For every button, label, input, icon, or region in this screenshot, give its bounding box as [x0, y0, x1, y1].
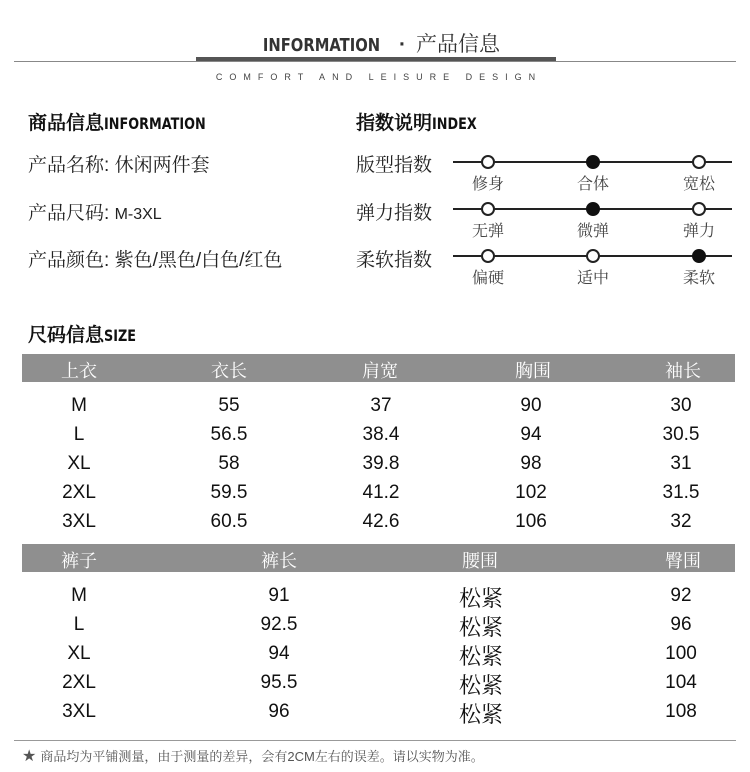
- pants-table-header-0: 裤子: [61, 551, 97, 571]
- top-table-header-4: 袖长: [665, 361, 701, 381]
- pants-table-cell-r1-c3: 96: [670, 614, 692, 635]
- pants-table-cell-r0-c1: 91: [268, 585, 290, 606]
- index-option-fit-0: 修身: [471, 176, 504, 193]
- index-dot-softness-2: [692, 249, 706, 263]
- product-info-heading-en: INFORMATION: [104, 114, 206, 133]
- product-name-value: 休闲两件套: [114, 155, 210, 176]
- product-size-value: M-3XL: [114, 206, 162, 223]
- pants-table-cell-r3-c2: 松紧: [458, 673, 503, 698]
- index-heading-en: INDEX: [432, 114, 477, 133]
- top-table-cell-r0-c2: 37: [370, 395, 392, 416]
- top-table-cell-r0-c3: 90: [520, 395, 542, 416]
- top-table-cell-r4-c2: 42.6: [362, 511, 400, 532]
- top-table-cell-r3-c3: 102: [515, 482, 547, 503]
- top-table-cell-r1-c2: 38.4: [362, 424, 400, 445]
- pants-table-cell-r2-c3: 100: [665, 643, 697, 664]
- product-info-heading: [28, 108, 231, 135]
- index-dot-fit-2: [692, 155, 706, 169]
- top-table-cell-r2-c2: 39.8: [362, 453, 400, 474]
- product-size-label: 产品尺码:: [28, 203, 110, 224]
- pants-table-cell-r0-c2: 松紧: [458, 586, 503, 611]
- pants-table-cell-r1-c0: L: [73, 614, 85, 635]
- index-option-softness-1: 适中: [576, 270, 609, 287]
- top-table-cell-r2-c0: XL: [67, 453, 91, 474]
- top-table-cell-r0-c0: M: [71, 395, 87, 416]
- star-icon: ★: [22, 748, 37, 765]
- top-table-cell-r4-c0: 3XL: [62, 511, 96, 532]
- index-option-softness-2: 柔软: [682, 270, 715, 287]
- pants-table-cell-r3-c1: 95.5: [260, 672, 298, 693]
- footer-note-text: 商品均为平铺测量，由于测量的差异，会有2CM左右的误差。请以实物为准。: [40, 749, 484, 764]
- index-option-elasticity-2: 弹力: [682, 223, 715, 240]
- pants-table-cell-r4-c3: 108: [665, 701, 697, 722]
- pants-table-cell-r4-c1: 96: [268, 701, 290, 722]
- product-name-row: [28, 150, 210, 177]
- top-table-header: [22, 354, 735, 382]
- top-table-cell-r1-c4: 30.5: [662, 424, 700, 445]
- top-table-cell-r4-c3: 106: [515, 511, 547, 532]
- index-dot-softness-0: [481, 249, 495, 263]
- pants-table-cell-r0-c3: 92: [670, 585, 692, 606]
- pants-table-cell-r3-c0: 2XL: [62, 672, 96, 693]
- header-dot: ·: [399, 33, 406, 56]
- pants-table-cell-r4-c0: 3XL: [62, 701, 96, 722]
- footer-note: [22, 746, 484, 766]
- index-option-elasticity-0: 无弹: [471, 223, 504, 240]
- top-table-cell-r2-c1: 58: [218, 453, 240, 474]
- header-title-cn: 产品信息: [416, 33, 500, 56]
- top-table-cell-r4-c1: 60.5: [210, 511, 248, 532]
- footer-divider: [14, 740, 736, 741]
- pants-table-cell-r2-c0: XL: [67, 643, 91, 664]
- top-table-header-1: 衣长: [211, 361, 247, 381]
- index-option-fit-2: 宽松: [682, 176, 715, 193]
- top-table-cell-r2-c4: 31: [670, 453, 692, 474]
- size-info-heading-en: SIZE: [104, 326, 137, 345]
- product-size-row: [28, 198, 162, 225]
- index-dot-elasticity-2: [692, 202, 706, 216]
- index-dot-elasticity-0: [481, 202, 495, 216]
- size-info-heading-cn: 尺码信息: [28, 325, 105, 346]
- index-label-fit: 版型指数: [356, 155, 433, 176]
- pants-table-header: [22, 544, 735, 572]
- pants-table-cell-r2-c1: 94: [268, 643, 290, 664]
- product-name-label: 产品名称:: [28, 155, 110, 176]
- top-table-header-2: 肩宽: [362, 361, 398, 381]
- pants-table-cell-r1-c1: 92.5: [260, 614, 298, 635]
- top-table-cell-r2-c3: 98: [520, 453, 542, 474]
- index-dot-elasticity-1: [586, 202, 600, 216]
- pants-table-cell-r0-c0: M: [71, 585, 87, 606]
- index-dot-softness-1: [586, 249, 600, 263]
- index-option-elasticity-1: 微弹: [576, 223, 609, 240]
- index-option-fit-1: 合体: [576, 176, 609, 193]
- header-underline-thin: [14, 61, 736, 62]
- index-dot-fit-0: [481, 155, 495, 169]
- pants-table-cell-r4-c2: 松紧: [458, 702, 503, 727]
- top-table-cell-r1-c1: 56.5: [210, 424, 248, 445]
- top-table-cell-r1-c0: L: [73, 424, 85, 445]
- page-header-title: [0, 28, 750, 58]
- index-heading: [356, 108, 488, 135]
- index-heading-cn: 指数说明: [356, 113, 433, 134]
- pants-table-cell-r1-c2: 松紧: [458, 615, 503, 640]
- top-table-cell-r0-c4: 30: [670, 395, 692, 416]
- index-label-softness: 柔软指数: [356, 250, 433, 271]
- top-table-cell-r1-c3: 94: [520, 424, 542, 445]
- pants-table-cell-r3-c3: 104: [665, 672, 697, 693]
- product-color-row: [28, 245, 282, 272]
- header-title-en: INFORMATION: [262, 35, 381, 56]
- index-label-elasticity: 弹力指数: [356, 203, 433, 224]
- pants-table-header-1: 裤长: [261, 551, 297, 571]
- top-table-cell-r3-c1: 59.5: [210, 482, 248, 503]
- top-table-header-3: 胸围: [515, 361, 551, 381]
- top-table-cell-r0-c1: 55: [218, 395, 240, 416]
- top-table-cell-r3-c4: 31.5: [662, 482, 700, 503]
- product-color-value: 紫色/黑色/白色/红色: [114, 250, 283, 271]
- header-subtitle: COMFORT AND LEISURE DESIGN: [215, 72, 543, 82]
- pants-table-header-2: 腰围: [462, 551, 498, 571]
- top-table-cell-r3-c0: 2XL: [62, 482, 96, 503]
- index-option-softness-0: 偏硬: [471, 270, 504, 287]
- pants-table-header-3: 臀围: [665, 551, 701, 571]
- pants-table-cell-r2-c2: 松紧: [458, 644, 503, 669]
- top-table-header-0: 上衣: [61, 361, 97, 381]
- index-dot-fit-1: [586, 155, 600, 169]
- size-info-heading: [28, 320, 144, 347]
- product-info-heading-cn: 商品信息: [28, 113, 105, 134]
- top-table-cell-r4-c4: 32: [670, 511, 692, 532]
- top-table-cell-r3-c2: 41.2: [362, 482, 400, 503]
- product-color-label: 产品颜色:: [28, 250, 110, 271]
